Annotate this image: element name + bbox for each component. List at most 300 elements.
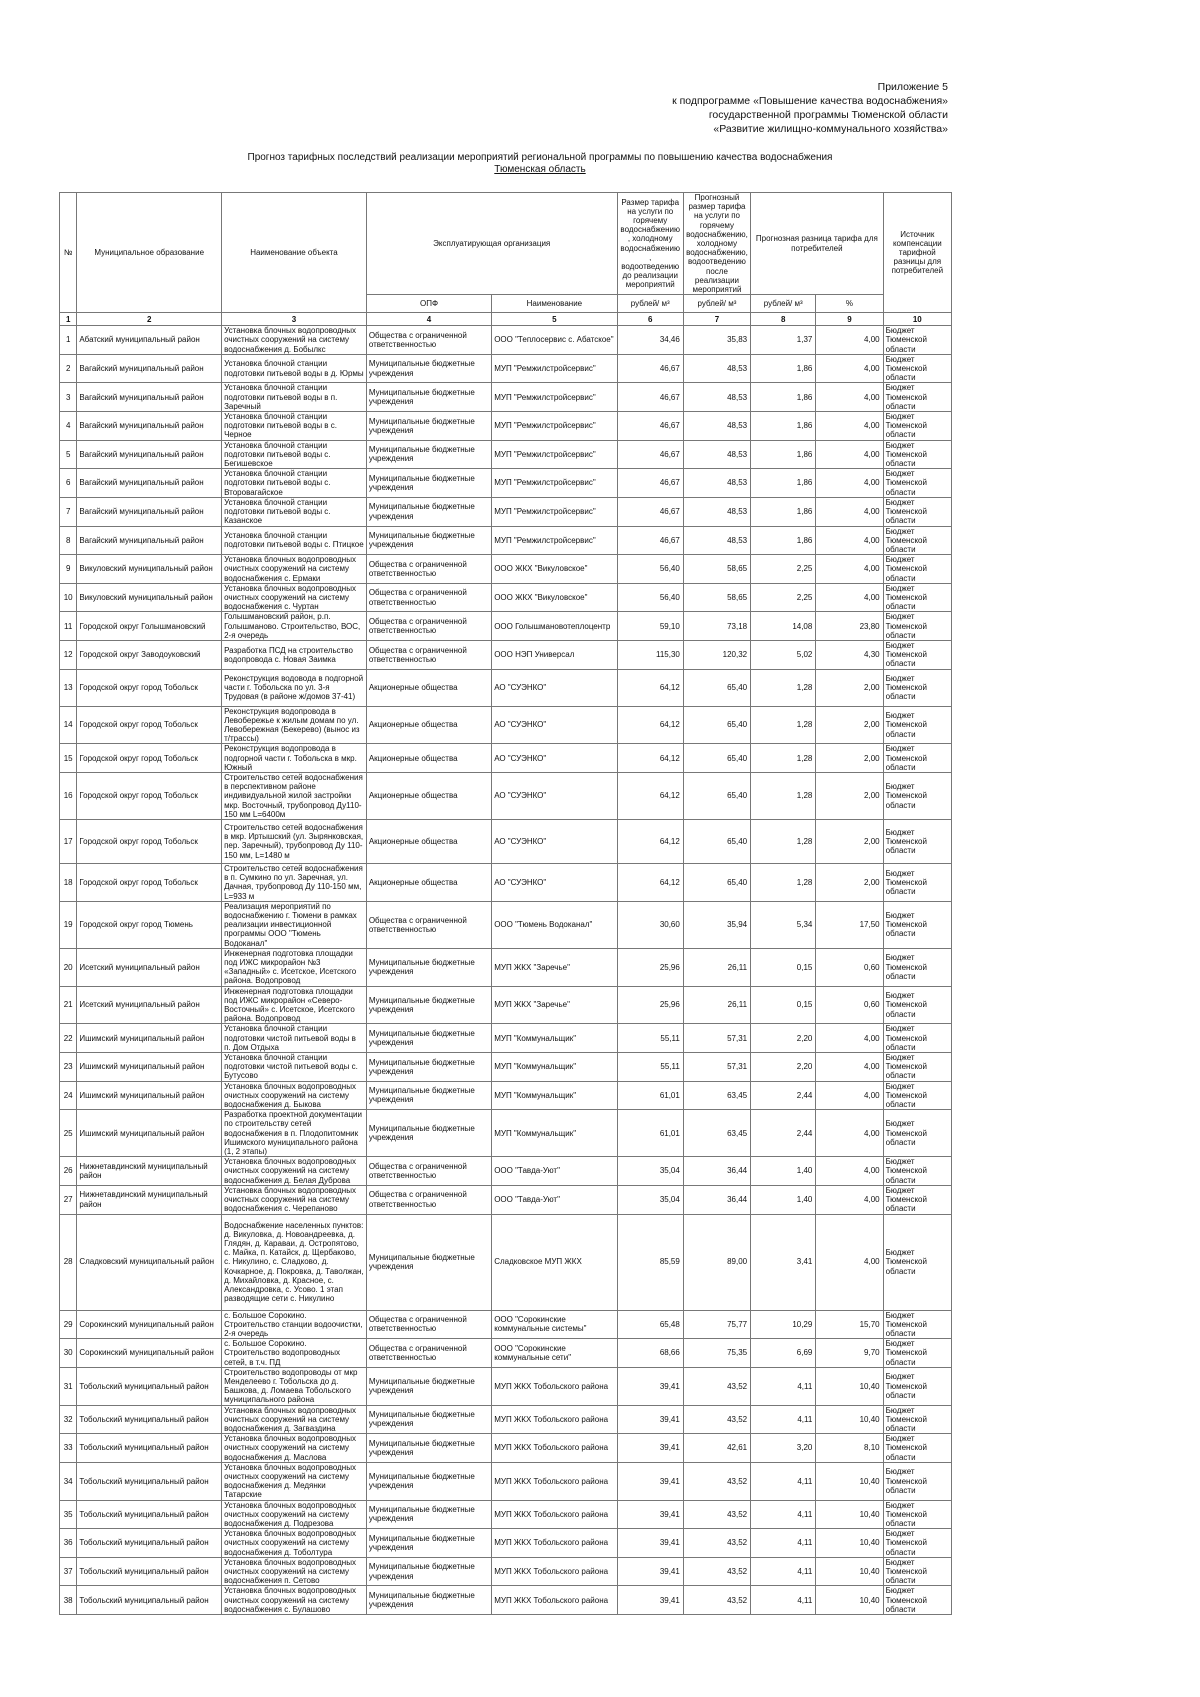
tariff-after-cell: 43,52: [683, 1367, 750, 1405]
object-cell: Установка блочной станции подготовки питьевой воды с. Птицкое: [222, 526, 367, 555]
object-cell: Установка блочных водопроводных очистных сооружений на систему водоснабжения д. Бобылкс: [222, 326, 367, 355]
percent-cell: 4,00: [816, 469, 883, 498]
tariff-after-cell: 36,44: [683, 1157, 750, 1186]
table-row: [60, 1053, 952, 1082]
row-number: 26: [60, 1157, 77, 1186]
municipality-cell: Сорокинский муниципальный район: [77, 1339, 222, 1368]
table-row: [60, 1185, 952, 1214]
organization-cell: МУП "Ремжилстройсервис": [492, 497, 617, 526]
organization-cell: МУП "Ремжилстройсервис": [492, 354, 617, 383]
source-cell: Бюджет Тюменской области: [883, 1529, 951, 1558]
municipality-cell: Викуловский муниципальный район: [77, 583, 222, 612]
object-cell: Установка блочных водопроводных очистных сооружений на систему водоснабжения д. Маслова: [222, 1434, 367, 1463]
opf-cell: Общества с ограниченной ответственностью: [366, 1310, 491, 1339]
object-cell: с. Большое Сорокино. Строительство водопроводных сетей, в т.ч. ПД: [222, 1339, 367, 1368]
municipality-cell: Городской округ Голышмановский: [77, 612, 222, 641]
difference-cell: 6,69: [751, 1339, 816, 1368]
source-cell: Бюджет Тюменской области: [883, 1557, 951, 1586]
municipality-cell: Тобольский муниципальный район: [77, 1434, 222, 1463]
tariff-before-cell: 46,67: [617, 469, 683, 498]
tariff-after-cell: 65,40: [683, 772, 750, 819]
object-cell: Реконструкция водовода в подгорной части г. Тобольска по ул. 3-я Трудовая (в районе ж/домов 37-41): [222, 669, 367, 706]
opf-cell: Муниципальные бюджетные учреждения: [366, 1214, 491, 1310]
tariff-after-cell: 42,61: [683, 1434, 750, 1463]
organization-cell: ООО "Тавда-Уют": [492, 1185, 617, 1214]
table-row: [60, 326, 952, 355]
tariff-after-cell: 48,53: [683, 497, 750, 526]
municipality-cell: Ишимский муниципальный район: [77, 1110, 222, 1157]
table-row: [60, 1586, 952, 1615]
tariff-after-cell: 43,52: [683, 1586, 750, 1615]
tariff-after-cell: 63,45: [683, 1081, 750, 1110]
object-cell: Установка блочных водопроводных очистных сооружений на систему водоснабжения д. Тоболтура: [222, 1529, 367, 1558]
source-cell: Бюджет Тюменской области: [883, 1434, 951, 1463]
header-tariff-after: Прогнозный размер тарифа на услуги по горячему водоснабжению, холодному водоснабжению, водоотведению после реализации мероприятий: [683, 193, 750, 295]
object-cell: Установка блочных водопроводных очистных сооружений на систему водоснабжения д. Быкова: [222, 1081, 367, 1110]
tariff-after-cell: 63,45: [683, 1110, 750, 1157]
object-cell: Реконструкция водопровода в подгорной части г. Тобольска в мкр. Южный: [222, 744, 367, 773]
organization-cell: МУП ЖКХ Тобольского района: [492, 1367, 617, 1405]
tariff-before-cell: 46,67: [617, 412, 683, 441]
percent-cell: 4,00: [816, 354, 883, 383]
row-number: 17: [60, 819, 77, 863]
difference-cell: 1,86: [751, 354, 816, 383]
object-cell: Разработка ПСД на строительство водопровода с. Новая Заимка: [222, 640, 367, 669]
opf-cell: Муниципальные бюджетные учреждения: [366, 354, 491, 383]
table-row: [60, 555, 952, 584]
opf-cell: Муниципальные бюджетные учреждения: [366, 986, 491, 1024]
opf-cell: Общества с ограниченной ответственностью: [366, 612, 491, 641]
object-cell: Установка блочной станции подготовки питьевой воды в п. Заречный: [222, 383, 367, 412]
object-cell: Голышмановский район, р.п. Голышманово. Строительство, ВОС, 2-я очередь: [222, 612, 367, 641]
appendix-line: «Развитие жилищно-коммунального хозяйства»: [713, 123, 948, 135]
percent-cell: 2,00: [816, 706, 883, 744]
row-number: 3: [60, 383, 77, 412]
appendix-header: [672, 80, 948, 136]
organization-cell: МУП ЖКХ Тобольского района: [492, 1462, 617, 1500]
tariff-after-cell: 58,65: [683, 555, 750, 584]
object-cell: Установка блочной станции подготовки питьевой воды с. Второвагайское: [222, 469, 367, 498]
percent-cell: 4,00: [816, 583, 883, 612]
municipality-cell: Городской округ город Тобольск: [77, 772, 222, 819]
difference-cell: 2,25: [751, 583, 816, 612]
tariff-before-cell: 46,67: [617, 354, 683, 383]
source-cell: Бюджет Тюменской области: [883, 497, 951, 526]
row-number: 5: [60, 440, 77, 469]
tariff-before-cell: 35,04: [617, 1157, 683, 1186]
opf-cell: Муниципальные бюджетные учреждения: [366, 383, 491, 412]
difference-cell: 3,41: [751, 1214, 816, 1310]
tariff-after-cell: 43,52: [683, 1500, 750, 1529]
municipality-cell: Тобольский муниципальный район: [77, 1462, 222, 1500]
tariff-before-cell: 115,30: [617, 640, 683, 669]
column-number: 10: [883, 313, 951, 326]
header-difference: Прогнозная разница тарифа для потребителей: [751, 193, 884, 295]
object-cell: Установка блочных водопроводных очистных сооружений на систему водоснабжения д. Медянки Татарские: [222, 1462, 367, 1500]
tariff-after-cell: 48,53: [683, 412, 750, 441]
organization-cell: МУП ЖКХ Тобольского района: [492, 1586, 617, 1615]
municipality-cell: Вагайский муниципальный район: [77, 383, 222, 412]
municipality-cell: Тобольский муниципальный район: [77, 1367, 222, 1405]
tariff-before-cell: 39,41: [617, 1557, 683, 1586]
column-number: 4: [366, 313, 491, 326]
organization-cell: АО "СУЭНКО": [492, 819, 617, 863]
source-cell: Бюджет Тюменской области: [883, 1185, 951, 1214]
table-row: [60, 1214, 952, 1310]
organization-cell: МУП "Ремжилстройсервис": [492, 412, 617, 441]
difference-cell: 1,28: [751, 863, 816, 901]
organization-cell: МУП "Ремжилстройсервис": [492, 383, 617, 412]
tariff-after-cell: 35,94: [683, 901, 750, 948]
header-source: Источник компенсации тарифной разницы для потребителей: [883, 193, 951, 313]
organization-cell: МУП "Коммунальщик": [492, 1110, 617, 1157]
organization-cell: ООО "Теплосервис с. Абатское": [492, 326, 617, 355]
table-row: [60, 440, 952, 469]
source-cell: Бюджет Тюменской области: [883, 1214, 951, 1310]
opf-cell: Акционерные общества: [366, 772, 491, 819]
difference-cell: 1,28: [751, 706, 816, 744]
percent-cell: 10,40: [816, 1500, 883, 1529]
tariff-before-cell: 65,48: [617, 1310, 683, 1339]
percent-cell: 2,00: [816, 669, 883, 706]
table-row: [60, 744, 952, 773]
percent-cell: 10,40: [816, 1557, 883, 1586]
municipality-cell: Нижнетавдинский муниципальный район: [77, 1157, 222, 1186]
percent-cell: 10,40: [816, 1462, 883, 1500]
tariff-after-cell: 65,40: [683, 744, 750, 773]
object-cell: Строительство сетей водоснабжения в мкр. Иртышский (ул. Зырянковская, пер. Заречный), трубопровод Ду 110-150 мм, L=1480 м: [222, 819, 367, 863]
organization-cell: МУП ЖКХ Тобольского района: [492, 1529, 617, 1558]
organization-cell: МУП "Коммунальщик": [492, 1024, 617, 1053]
appendix-line: государственной программы Тюменской области: [708, 109, 948, 121]
source-cell: Бюджет Тюменской области: [883, 612, 951, 641]
opf-cell: Акционерные общества: [366, 669, 491, 706]
tariff-after-cell: 48,53: [683, 469, 750, 498]
source-cell: Бюджет Тюменской области: [883, 326, 951, 355]
table-row: [60, 412, 952, 441]
source-cell: Бюджет Тюменской области: [883, 1053, 951, 1082]
percent-cell: 10,40: [816, 1367, 883, 1405]
header-tariff-before: Размер тарифа на услуги по горячему водоснабжению, холодному водоснабжению, водоотведению до реализации мероприятий: [617, 193, 683, 295]
row-number: 22: [60, 1024, 77, 1053]
source-cell: Бюджет Тюменской области: [883, 1110, 951, 1157]
object-cell: Строительство сетей водоснабжения в п. Сумкино по ул. Заречная, ул. Дачная, трубопровод Ду 110-150 мм, L=933 м: [222, 863, 367, 901]
row-number: 30: [60, 1339, 77, 1368]
table-row: [60, 1339, 952, 1368]
table-row: [60, 1557, 952, 1586]
object-cell: Реконструкция водопровода в Левобережье к жилым домам по ул. Левобережная (Бекерево) (вынос из т/трассы): [222, 706, 367, 744]
opf-cell: Общества с ограниченной ответственностью: [366, 640, 491, 669]
table-row: [60, 863, 952, 901]
tariff-after-cell: 120,32: [683, 640, 750, 669]
opf-cell: Муниципальные бюджетные учреждения: [366, 1367, 491, 1405]
opf-cell: Общества с ограниченной ответственностью: [366, 1339, 491, 1368]
municipality-cell: Тобольский муниципальный район: [77, 1586, 222, 1615]
object-cell: Установка блочных водопроводных очистных сооружений на систему водоснабжения д. Загваздина: [222, 1405, 367, 1434]
opf-cell: Муниципальные бюджетные учреждения: [366, 1586, 491, 1615]
row-number: 21: [60, 986, 77, 1024]
tariff-before-cell: 64,12: [617, 669, 683, 706]
tariff-after-cell: 58,65: [683, 583, 750, 612]
tariff-before-cell: 25,96: [617, 948, 683, 986]
row-number: 11: [60, 612, 77, 641]
tariff-before-cell: 55,11: [617, 1024, 683, 1053]
row-number: 12: [60, 640, 77, 669]
source-cell: Бюджет Тюменской области: [883, 412, 951, 441]
municipality-cell: Исетский муниципальный район: [77, 986, 222, 1024]
percent-cell: 2,00: [816, 819, 883, 863]
source-cell: Бюджет Тюменской области: [883, 1024, 951, 1053]
header-unit-diff: рублей/ м³: [751, 295, 816, 313]
municipality-cell: Ишимский муниципальный район: [77, 1081, 222, 1110]
organization-cell: Сладковское МУП ЖКХ: [492, 1214, 617, 1310]
column-number: 9: [816, 313, 883, 326]
tariff-before-cell: 56,40: [617, 555, 683, 584]
table-row: [60, 640, 952, 669]
column-number: 2: [77, 313, 222, 326]
difference-cell: 0,15: [751, 986, 816, 1024]
percent-cell: 8,10: [816, 1434, 883, 1463]
percent-cell: 4,00: [816, 1214, 883, 1310]
tariff-before-cell: 64,12: [617, 706, 683, 744]
percent-cell: 4,00: [816, 555, 883, 584]
row-number: 4: [60, 412, 77, 441]
tariff-after-cell: 89,00: [683, 1214, 750, 1310]
appendix-line: к подпрограмме «Повышение качества водоснабжения»: [672, 95, 948, 107]
municipality-cell: Вагайский муниципальный район: [77, 354, 222, 383]
difference-cell: 1,86: [751, 497, 816, 526]
municipality-cell: Абатский муниципальный район: [77, 326, 222, 355]
tariff-before-cell: 46,67: [617, 440, 683, 469]
municipality-cell: Тобольский муниципальный район: [77, 1405, 222, 1434]
organization-cell: МУП ЖКХ "Заречье": [492, 948, 617, 986]
table-row: [60, 612, 952, 641]
opf-cell: Общества с ограниченной ответственностью: [366, 901, 491, 948]
source-cell: Бюджет Тюменской области: [883, 1310, 951, 1339]
difference-cell: 1,28: [751, 669, 816, 706]
municipality-cell: Сладковский муниципальный район: [77, 1214, 222, 1310]
tariff-after-cell: 26,11: [683, 986, 750, 1024]
municipality-cell: Вагайский муниципальный район: [77, 440, 222, 469]
opf-cell: Общества с ограниченной ответственностью: [366, 1157, 491, 1186]
municipality-cell: Тобольский муниципальный район: [77, 1529, 222, 1558]
title-main: Прогноз тарифных последствий реализации мероприятий региональной программы по повышению качества водоснабжения: [247, 152, 833, 163]
tariff-after-cell: 48,53: [683, 440, 750, 469]
object-cell: Установка блочной станции подготовки питьевой воды с. Бегишевское: [222, 440, 367, 469]
organization-cell: АО "СУЭНКО": [492, 744, 617, 773]
opf-cell: Акционерные общества: [366, 744, 491, 773]
source-cell: Бюджет Тюменской области: [883, 706, 951, 744]
table-row: [60, 819, 952, 863]
table-row: [60, 1462, 952, 1500]
source-cell: Бюджет Тюменской области: [883, 383, 951, 412]
row-number: 33: [60, 1434, 77, 1463]
organization-cell: ООО ЖКХ "Викуловское": [492, 555, 617, 584]
opf-cell: Муниципальные бюджетные учреждения: [366, 948, 491, 986]
source-cell: Бюджет Тюменской области: [883, 555, 951, 584]
tariff-after-cell: 35,83: [683, 326, 750, 355]
source-cell: Бюджет Тюменской области: [883, 583, 951, 612]
tariff-after-cell: 48,53: [683, 354, 750, 383]
row-number: 14: [60, 706, 77, 744]
table-row: [60, 1434, 952, 1463]
table-row: [60, 948, 952, 986]
object-cell: Установка блочных водопроводных очистных сооружений на систему водоснабжения д. Подрезова: [222, 1500, 367, 1529]
tariff-before-cell: 35,04: [617, 1185, 683, 1214]
tariff-before-cell: 46,67: [617, 383, 683, 412]
object-cell: Установка блочных водопроводных очистных сооружений на систему водоснабжения п. Сетово: [222, 1557, 367, 1586]
table-row: [60, 497, 952, 526]
tariff-after-cell: 43,52: [683, 1462, 750, 1500]
object-cell: Установка блочной станции подготовки питьевой воды с. Казанское: [222, 497, 367, 526]
source-cell: Бюджет Тюменской области: [883, 469, 951, 498]
row-number: 2: [60, 354, 77, 383]
row-number: 15: [60, 744, 77, 773]
tariff-before-cell: 68,66: [617, 1339, 683, 1368]
table-row: [60, 526, 952, 555]
table-body: [60, 326, 952, 1615]
municipality-cell: Городской округ город Тобольск: [77, 819, 222, 863]
opf-cell: Муниципальные бюджетные учреждения: [366, 1053, 491, 1082]
organization-cell: АО "СУЭНКО": [492, 863, 617, 901]
header-no: №: [60, 193, 77, 313]
opf-cell: Общества с ограниченной ответственностью: [366, 1185, 491, 1214]
opf-cell: Муниципальные бюджетные учреждения: [366, 1500, 491, 1529]
tariff-before-cell: 39,41: [617, 1529, 683, 1558]
row-number: 13: [60, 669, 77, 706]
organization-cell: ООО "Тюмень Водоканал": [492, 901, 617, 948]
municipality-cell: Городской округ город Тобольск: [77, 863, 222, 901]
opf-cell: Муниципальные бюджетные учреждения: [366, 440, 491, 469]
organization-cell: МУП "Ремжилстройсервис": [492, 526, 617, 555]
object-cell: Реализация мероприятий по водоснабжению г. Тюмени в рамках реализации инвестиционной программы ООО "Тюмень Водоканал": [222, 901, 367, 948]
object-cell: Водоснабжение населенных пунктов: д. Викуловка, д. Новоандреевка, д. Глядян, д. Караваи, д. Остропятово, с. Майка, п. Катайск, д. Щербаково, с. Никулино, с. Сладково, д. Кочкарное, д. Покровка, д. Таволжан, д. Михайловка, д. Красное, с. Александровка, с. Усово. 1 этап разводящие сети с. Никулино: [222, 1214, 367, 1310]
percent-cell: 10,40: [816, 1405, 883, 1434]
municipality-cell: Тобольский муниципальный район: [77, 1500, 222, 1529]
percent-cell: 23,80: [816, 612, 883, 641]
object-cell: Установка блочных водопроводных очистных сооружений на систему водоснабжения с. Ермаки: [222, 555, 367, 584]
source-cell: Бюджет Тюменской области: [883, 1157, 951, 1186]
source-cell: Бюджет Тюменской области: [883, 526, 951, 555]
tariff-before-cell: 46,67: [617, 497, 683, 526]
row-number: 31: [60, 1367, 77, 1405]
row-number: 25: [60, 1110, 77, 1157]
organization-cell: ООО "Сорокинские коммунальные системы": [492, 1310, 617, 1339]
organization-cell: МУП ЖКХ Тобольского района: [492, 1434, 617, 1463]
row-number: 38: [60, 1586, 77, 1615]
tariff-after-cell: 75,35: [683, 1339, 750, 1368]
difference-cell: 1,40: [751, 1185, 816, 1214]
header-percent: %: [816, 295, 883, 313]
column-number: 7: [683, 313, 750, 326]
difference-cell: 4,11: [751, 1557, 816, 1586]
tariff-before-cell: 85,59: [617, 1214, 683, 1310]
difference-cell: 2,44: [751, 1110, 816, 1157]
percent-cell: 9,70: [816, 1339, 883, 1368]
organization-cell: МУП ЖКХ Тобольского района: [492, 1500, 617, 1529]
tariff-after-cell: 65,40: [683, 819, 750, 863]
tariff-after-cell: 65,40: [683, 863, 750, 901]
table-row: [60, 1024, 952, 1053]
difference-cell: 4,11: [751, 1405, 816, 1434]
percent-cell: 4,30: [816, 640, 883, 669]
opf-cell: Муниципальные бюджетные учреждения: [366, 1557, 491, 1586]
difference-cell: 1,86: [751, 383, 816, 412]
tariff-after-cell: 48,53: [683, 383, 750, 412]
tariff-before-cell: 64,12: [617, 863, 683, 901]
municipality-cell: Городской округ Заводоуковский: [77, 640, 222, 669]
percent-cell: 4,00: [816, 1110, 883, 1157]
row-number: 6: [60, 469, 77, 498]
opf-cell: Муниципальные бюджетные учреждения: [366, 1462, 491, 1500]
table-row: [60, 469, 952, 498]
row-number: 16: [60, 772, 77, 819]
percent-cell: 2,00: [816, 772, 883, 819]
table-row: [60, 1310, 952, 1339]
source-cell: Бюджет Тюменской области: [883, 772, 951, 819]
municipality-cell: Ишимский муниципальный район: [77, 1053, 222, 1082]
table-row: [60, 1110, 952, 1157]
difference-cell: 1,40: [751, 1157, 816, 1186]
organization-cell: ООО НЭП Универсал: [492, 640, 617, 669]
opf-cell: Общества с ограниченной ответственностью: [366, 326, 491, 355]
row-number: 8: [60, 526, 77, 555]
table-row: [60, 1405, 952, 1434]
opf-cell: Муниципальные бюджетные учреждения: [366, 1529, 491, 1558]
title-region: Тюменская область: [494, 164, 586, 175]
row-number: 24: [60, 1081, 77, 1110]
organization-cell: ООО Голышмановотеплоцентр: [492, 612, 617, 641]
object-cell: Строительство водопроводы от мкр Менделеево г. Тобольска до д. Башкова, д. Ломаева Тобольского муниципального района: [222, 1367, 367, 1405]
organization-cell: МУП "Коммунальщик": [492, 1053, 617, 1082]
percent-cell: 4,00: [816, 1185, 883, 1214]
table-row: [60, 901, 952, 948]
tariff-before-cell: 64,12: [617, 819, 683, 863]
difference-cell: 1,28: [751, 819, 816, 863]
difference-cell: 2,44: [751, 1081, 816, 1110]
tariff-before-cell: 34,46: [617, 326, 683, 355]
percent-cell: 0,60: [816, 986, 883, 1024]
difference-cell: 5,02: [751, 640, 816, 669]
row-number: 23: [60, 1053, 77, 1082]
percent-cell: 10,40: [816, 1586, 883, 1615]
municipality-cell: Викуловский муниципальный район: [77, 555, 222, 584]
table-row: [60, 354, 952, 383]
difference-cell: 1,86: [751, 412, 816, 441]
tariff-before-cell: 25,96: [617, 986, 683, 1024]
organization-cell: АО "СУЭНКО": [492, 669, 617, 706]
table-row: [60, 669, 952, 706]
column-number: 6: [617, 313, 683, 326]
municipality-cell: Нижнетавдинский муниципальный район: [77, 1185, 222, 1214]
row-number: 27: [60, 1185, 77, 1214]
municipality-cell: Вагайский муниципальный район: [77, 412, 222, 441]
object-cell: Инженерная подготовка площадки под ИЖС микрорайон №3 «Западный» с. Исетское, Исетского района. Водопровод: [222, 948, 367, 986]
opf-cell: Муниципальные бюджетные учреждения: [366, 526, 491, 555]
object-cell: Установка блочной станции подготовки чистой питьевой воды с. Бутусово: [222, 1053, 367, 1082]
tariff-before-cell: 61,01: [617, 1110, 683, 1157]
appendix-line: Приложение 5: [877, 81, 948, 93]
tariff-before-cell: 64,12: [617, 772, 683, 819]
municipality-cell: Ишимский муниципальный район: [77, 1024, 222, 1053]
header-unit-before: рублей/ м³: [617, 295, 683, 313]
difference-cell: 2,20: [751, 1053, 816, 1082]
header-operator: Эксплуатирующая организация: [366, 193, 617, 295]
organization-cell: ООО "Тавда-Уют": [492, 1157, 617, 1186]
column-number: 8: [751, 313, 816, 326]
percent-cell: 4,00: [816, 526, 883, 555]
row-number: 1: [60, 326, 77, 355]
